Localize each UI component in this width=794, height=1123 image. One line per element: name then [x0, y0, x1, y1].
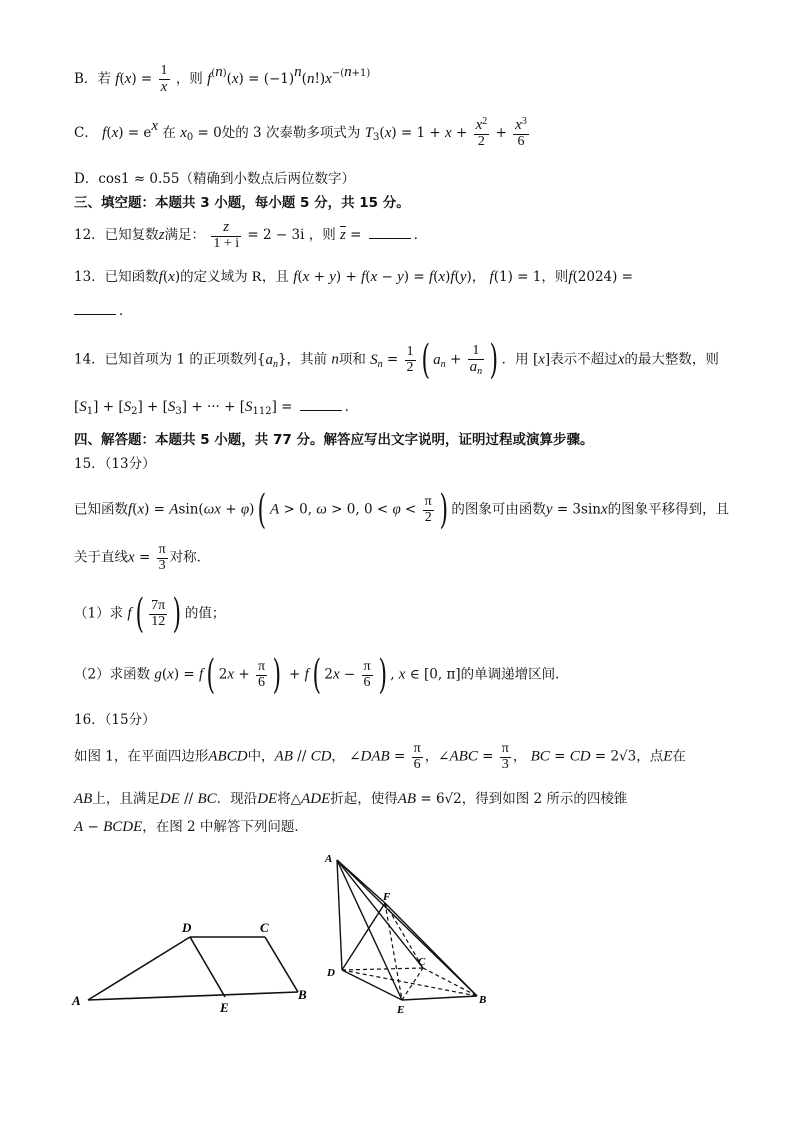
question-16-line-2: AB上，且满足DE // BC．现沿DE将△ADE折起，使得AB = 6√2，得到如图 2 所示的四棱锥: [74, 791, 628, 807]
question-15-line-2: 关于直线x = $\frac{\pi}{3}$ 对称．: [74, 542, 211, 573]
segment-ab: [88, 992, 298, 1000]
label-c: C: [260, 920, 269, 935]
edge-eb: [402, 996, 477, 1000]
question-12: 12．已知复数z满足： $\frac{z}{1 + i}$ = 2 − 3i ，则 $\overline{z}$ = ．: [74, 219, 428, 251]
question-14: 14．已知首项为 1 的正项数列$\{a_n\}$，其前 n项和 $S_n$ = $\frac{1}{2}$ ( $a_n$ + $\frac{1}{a_n}$ ) ．用 [x]表示不超过x的最大整数，则: [74, 337, 719, 383]
question-16-line-3: A − BCDE，在图 2 中解答下列问题．: [74, 819, 308, 835]
figure-1-trapezoid: [60, 910, 320, 1020]
question-16-heading: 16．（15分）: [74, 712, 156, 728]
segment-ad: [88, 937, 190, 1000]
label-e: E: [397, 1004, 405, 1016]
segment-cb: [265, 937, 298, 992]
edge-cb-hidden: [423, 968, 477, 996]
label-e: E: [220, 1000, 229, 1015]
option-c: C． $f(x) = e^x$ 在 $x_0 = 0$处的 3 次泰勒多项式为 $T_3(x) = 1 + x$ + $\frac{x^2}{2}$ + $\frac{x^3}{6}$: [74, 116, 527, 149]
segment-de: [190, 937, 225, 997]
option-b: B．若 f(x) = $\frac{1}{x}$ ，则 $f^{(n)}(x) = (-1)^n(n!)x^{-(n+1)}$: [74, 63, 371, 95]
question-16-line-1: 如图 1，在平面四边形ABCD中，AB // CD， ∠DAB = $\frac{\pi}{6}$ ，∠ABC = $\frac{\pi}{3}$ ， BC = CD = 2√3，点E在: [74, 741, 686, 772]
question-13-blank-line: ．: [74, 302, 133, 319]
label-d: D: [182, 920, 192, 935]
edge-de: [342, 970, 402, 1000]
answer-blank[interactable]: [300, 398, 342, 411]
label-c: C: [418, 956, 426, 968]
label-f: F: [383, 891, 391, 903]
section-4-heading: 四、解答题：本题共 5 小题，共 77 分。解答应写出文字说明，证明过程或演算步骤。: [74, 432, 594, 448]
question-15-heading: 15．（13分）: [74, 456, 156, 472]
figure-2-pyramid: [315, 848, 505, 1023]
label-d: D: [327, 967, 335, 979]
edge-dc-hidden: [342, 968, 423, 970]
label-a: A: [72, 993, 81, 1008]
label-a: A: [325, 853, 333, 865]
question-14-sum-line: $[S_1] + [S_2] + [S_3]$ + ··· + $[S_{112}]$ = ．: [74, 399, 359, 417]
edge-ad: [337, 860, 342, 970]
question-15-part-1: （1）求 f( $\frac{7\pi}{12}$ ) 的值；: [74, 591, 226, 637]
question-13: 13．已知函数f(x)的定义域为 R，且 f(x + y) + f(x − y) = f(x)f(y)， f(1) = 1，则f(2024) =: [74, 269, 633, 285]
answer-blank[interactable]: [369, 226, 411, 239]
question-15-line-1: 已知函数f(x) = Asin(ωx + φ)( A > 0, ω > 0, 0 < φ < $\frac{\pi}{2}$ ) 的图象可由函数y = 3sinx的图象平移得到，且: [74, 487, 730, 533]
edge-db-hidden: [342, 970, 477, 996]
section-3-heading: 三、填空题：本题共 3 小题，每小题 5 分，共 15 分。: [74, 195, 410, 211]
option-d: D．cos1 ≈ 0.55（精确到小数点后两位数字）: [74, 171, 355, 187]
edge-df: [342, 903, 385, 970]
answer-blank[interactable]: [74, 302, 116, 315]
question-15-part-2: （2）求函数 g(x) = f( 2x + $\frac{\pi}{6}$ ) + f( 2x − $\frac{\pi}{6}$ ) , x ∈ [0, π]的单调递增区间．: [74, 652, 569, 698]
edge-af: [337, 860, 385, 903]
label-b: B: [479, 994, 487, 1006]
label-b: B: [298, 987, 307, 1002]
